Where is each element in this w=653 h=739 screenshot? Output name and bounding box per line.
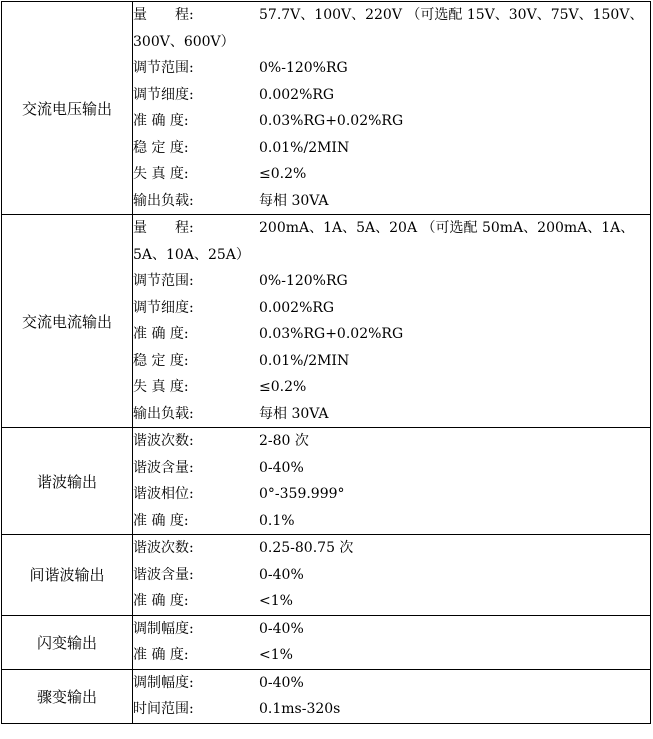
range-line xyxy=(133,2,650,55)
spec-value: 0.002%RG xyxy=(259,86,335,103)
spec-value: 0-40% xyxy=(259,566,304,583)
spec-value: 0-40% xyxy=(259,459,304,476)
spec-row xyxy=(133,535,650,562)
spec-value: <1% xyxy=(259,647,293,663)
spec-row xyxy=(133,108,650,135)
spec-label: 调节范围: xyxy=(133,273,194,289)
spec-label: 谐波含量: xyxy=(133,566,194,583)
spec-label: 调节细度: xyxy=(133,299,194,316)
spec-label: 准 确 度: xyxy=(133,113,189,129)
spec-label: 谐波次数: xyxy=(133,540,194,556)
section-sag xyxy=(2,669,651,723)
range-value: 57.7V、100V、220V （可选配 15V、30V、75V、150V、300V、600V） xyxy=(133,7,644,50)
spec-value: ≤0.2% xyxy=(259,166,307,182)
category-cell: 交流电流输出 xyxy=(2,215,133,428)
spec-value: 0.01%/2MIN xyxy=(259,139,350,156)
spec-value: 0.1% xyxy=(259,512,295,529)
section-ac-current xyxy=(2,215,651,428)
category-cell: 骤变输出 xyxy=(2,669,133,723)
spec-label: 谐波相位: xyxy=(133,486,194,502)
spec-value: 0.01%/2MIN xyxy=(259,352,350,369)
spec-row xyxy=(133,455,650,482)
spec-value: 0.03%RG+0.02%RG xyxy=(259,326,404,342)
spec-value: 0-40% xyxy=(259,674,304,691)
category-cell: 交流电压输出 xyxy=(2,2,133,215)
spec-row xyxy=(133,321,650,348)
spec-label: 稳 定 度: xyxy=(133,352,189,369)
spec-row xyxy=(133,268,650,295)
spec-label: 调节范围: xyxy=(133,60,194,76)
spec-value: 每相 30VA xyxy=(259,405,329,422)
category-cell: 间谐波输出 xyxy=(2,535,133,616)
range-line xyxy=(133,215,650,268)
range-label: 量 程: xyxy=(133,7,194,23)
spec-row xyxy=(133,428,650,455)
spec-value: 0-40% xyxy=(259,620,304,637)
spec-row xyxy=(133,161,650,188)
spec-row xyxy=(133,374,650,401)
spec-row xyxy=(133,348,650,375)
spec-label: 准 确 度: xyxy=(133,647,189,663)
spec-row xyxy=(133,55,650,82)
spec-label: 谐波含量: xyxy=(133,459,194,476)
spec-table xyxy=(1,1,651,724)
spec-label: 调制幅度: xyxy=(133,674,194,691)
spec-row xyxy=(133,188,650,215)
spec-label: 时间范围: xyxy=(133,701,194,717)
section-body xyxy=(133,2,651,215)
spec-value: 0°-359.999° xyxy=(259,486,345,502)
section-body xyxy=(133,615,651,669)
spec-label: 调节细度: xyxy=(133,86,194,103)
spec-label: 输出负载: xyxy=(133,405,194,422)
range-label: 量 程: xyxy=(133,220,194,236)
spec-row xyxy=(133,295,650,322)
spec-label: 失 真 度: xyxy=(133,379,189,395)
range-value: 200mA、1A、5A、20A （可选配 50mA、200mA、1A、5A、10A、25A） xyxy=(133,220,635,263)
spec-value: 每相 30VA xyxy=(259,192,329,209)
spec-label: 输出负载: xyxy=(133,192,194,209)
spec-row xyxy=(133,696,650,723)
spec-row xyxy=(133,562,650,589)
spec-row xyxy=(133,642,650,669)
spec-row xyxy=(133,135,650,162)
spec-value: 0.03%RG+0.02%RG xyxy=(259,113,404,129)
spec-value: 0.002%RG xyxy=(259,299,335,316)
spec-value: 0%-120%RG xyxy=(259,60,348,76)
spec-row xyxy=(133,508,650,535)
spec-row xyxy=(133,670,650,697)
section-harmonic xyxy=(2,428,651,535)
spec-value: <1% xyxy=(259,593,293,609)
category-cell: 谐波输出 xyxy=(2,428,133,535)
spec-label: 失 真 度: xyxy=(133,166,189,182)
section-body xyxy=(133,669,651,723)
spec-label: 谐波次数: xyxy=(133,433,194,449)
spec-row xyxy=(133,481,650,508)
spec-label: 准 确 度: xyxy=(133,593,189,609)
section-body xyxy=(133,428,651,535)
spec-value: ≤0.2% xyxy=(259,379,307,395)
spec-value: 0.1ms-320s xyxy=(259,701,341,717)
spec-label: 稳 定 度: xyxy=(133,139,189,156)
spec-label: 准 确 度: xyxy=(133,512,189,529)
spec-row xyxy=(133,588,650,615)
section-body xyxy=(133,215,651,428)
section-interharmonic xyxy=(2,535,651,616)
spec-value: 0%-120%RG xyxy=(259,273,348,289)
spec-value: 0.25-80.75 次 xyxy=(259,540,354,556)
spec-row xyxy=(133,401,650,428)
spec-row xyxy=(133,616,650,643)
spec-label: 调制幅度: xyxy=(133,620,194,637)
spec-value: 2-80 次 xyxy=(259,433,309,449)
category-cell: 闪变输出 xyxy=(2,615,133,669)
spec-row xyxy=(133,82,650,109)
section-ac-voltage xyxy=(2,2,651,215)
spec-label: 准 确 度: xyxy=(133,326,189,342)
section-flicker xyxy=(2,615,651,669)
section-body xyxy=(133,535,651,616)
